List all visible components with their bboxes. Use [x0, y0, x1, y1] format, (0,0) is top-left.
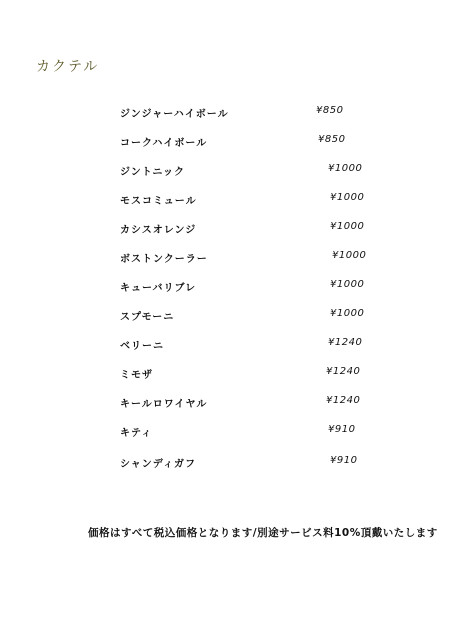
- item-price: ¥1000: [330, 192, 365, 203]
- item-name: キールロワイヤル: [120, 399, 208, 410]
- menu-item: [0, 279, 466, 299]
- item-name: シャンディガフ: [120, 459, 196, 470]
- item-name: カシスオレンジ: [120, 225, 197, 236]
- item-name: ボストンクーラー: [120, 254, 208, 265]
- item-price: ¥910: [328, 424, 356, 435]
- menu-item: [0, 250, 466, 270]
- menu-item: [0, 192, 466, 212]
- menu-item: [0, 366, 466, 386]
- item-price: ¥1000: [330, 308, 365, 319]
- item-name: ベリーニ: [120, 341, 164, 352]
- item-price: ¥850: [316, 105, 344, 116]
- page-title: カクテル: [36, 59, 100, 75]
- item-price: ¥850: [318, 134, 346, 145]
- menu-item: [0, 134, 466, 154]
- item-name: スプモーニ: [120, 312, 175, 323]
- item-price: ¥1240: [326, 395, 361, 406]
- item-name: ジントニック: [120, 167, 185, 178]
- menu-item: [0, 221, 466, 241]
- item-name: キティ: [120, 428, 153, 439]
- item-price: ¥1240: [328, 337, 363, 348]
- item-name: モスコミュール: [120, 196, 197, 207]
- item-price: ¥1000: [332, 250, 367, 261]
- menu-item: [0, 105, 466, 125]
- menu-item: [0, 424, 466, 444]
- item-name: ミモザ: [120, 370, 153, 381]
- item-price: ¥1000: [328, 163, 363, 174]
- menu-item: [0, 395, 466, 415]
- item-price: ¥910: [330, 455, 358, 466]
- menu-item: [0, 455, 466, 475]
- item-name: コークハイボール: [120, 138, 208, 149]
- item-price: ¥1240: [326, 366, 361, 377]
- menu-item: [0, 337, 466, 357]
- item-name: ジンジャーハイボール: [120, 109, 229, 120]
- menu-item: [0, 163, 466, 183]
- item-name: キューバリブレ: [120, 283, 197, 294]
- item-price: ¥1000: [330, 279, 365, 290]
- footer-note: 価格はすべて税込価格となります/別途サービス料10%頂戴いたします: [88, 527, 438, 539]
- item-price: ¥1000: [330, 221, 365, 232]
- menu-item: [0, 308, 466, 328]
